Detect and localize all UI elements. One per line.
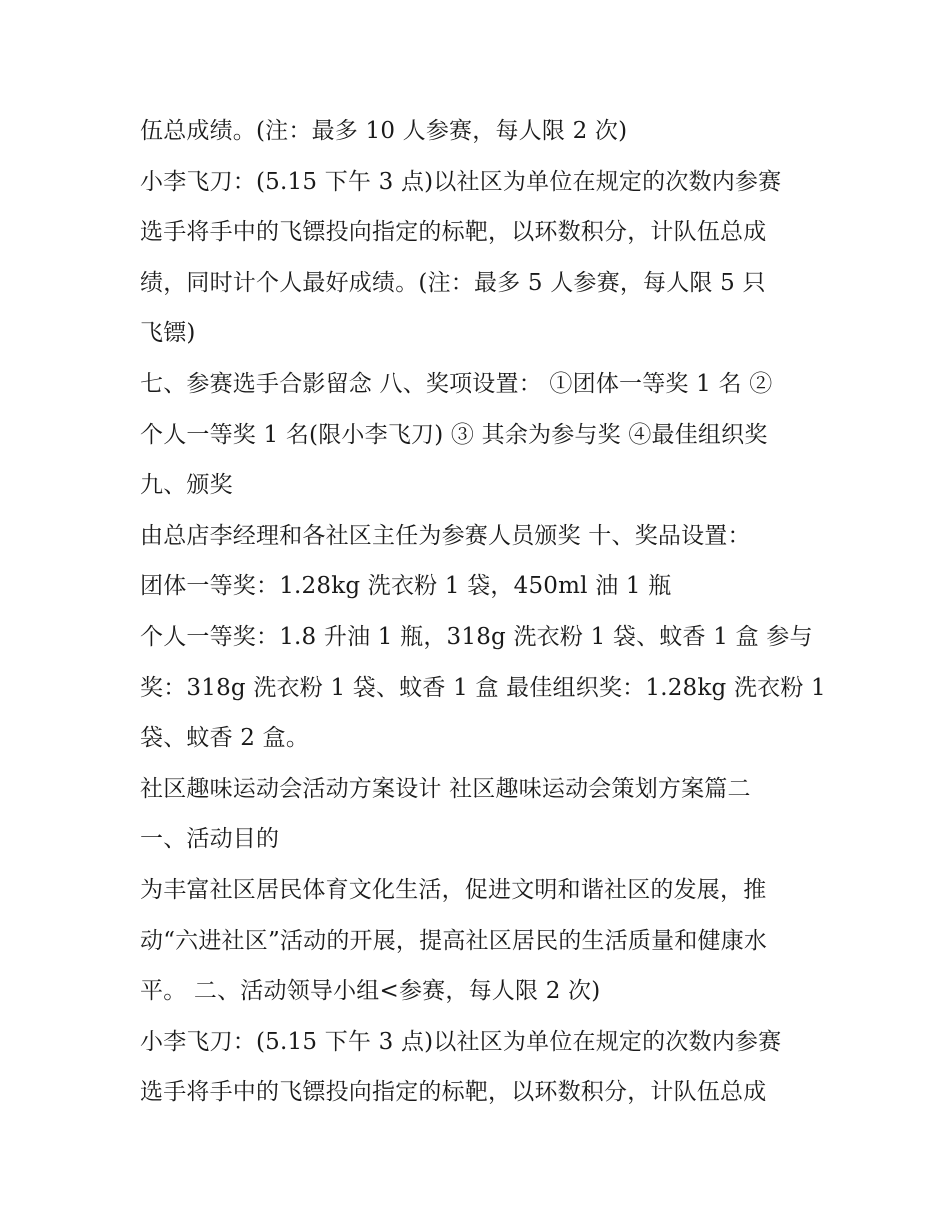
text-line: 绩，同时计个人最好成绩。(注：最多 5 人参赛，每人限 5 只 xyxy=(140,269,766,296)
section-heading: 九、颁奖 xyxy=(140,472,233,499)
document-body xyxy=(140,106,830,1118)
text-line: 七、参赛选手合影留念 八、奖项设置： ①团体一等奖 1 名 ② xyxy=(140,370,773,397)
text-line: 小李飞刀：(5.15 下午 3 点)以社区为单位在规定的次数内参赛 xyxy=(140,168,782,195)
text-line: 由总店李经理和各社区主任为参赛人员颁奖 十、奖品设置： xyxy=(140,522,751,549)
section-heading: 一、活动目的 xyxy=(140,826,280,853)
text-line: 个人一等奖：1.8 升油 1 瓶，318g 洗衣粉 1 袋、蚊香 1 盒 参与 xyxy=(140,623,813,650)
text-line: 选手将手中的飞镖投向指定的标靶，以环数积分，计队伍总成 xyxy=(140,1079,767,1106)
text-line: 选手将手中的飞镖投向指定的标靶，以环数积分，计队伍总成 xyxy=(140,219,767,246)
text-line: 小李飞刀：(5.15 下午 3 点)以社区为单位在规定的次数内参赛 xyxy=(140,1028,782,1055)
text-line: 个人一等奖 1 名(限小李飞刀) ③ 其余为参与奖 ④最佳组织奖 xyxy=(140,421,768,448)
text-line: 团体一等奖：1.28kg 洗衣粉 1 袋，450ml 油 1 瓶 xyxy=(140,573,672,600)
text-line: 飞镖) xyxy=(140,320,196,347)
text-line: 袋、蚊香 2 盒。 xyxy=(140,725,310,752)
text-line: 奖：318g 洗衣粉 1 袋、蚊香 1 盒 最佳组织奖：1.28kg 洗衣粉 1 xyxy=(140,674,826,701)
section-title: 社区趣味运动会活动方案设计 社区趣味运动会策划方案篇二 xyxy=(140,775,751,802)
text-line: 伍总成绩。(注：最多 10 人参赛，每人限 2 次) xyxy=(140,118,628,144)
text-line: 动“六进社区”活动的开展，提高社区居民的生活质量和健康水 xyxy=(140,927,768,954)
text-line: 为丰富社区居民体育文化生活，促进文明和谐社区的发展，推 xyxy=(140,876,767,903)
text-line: 平。 二、活动领导小组<参赛，每人限 2 次) xyxy=(140,978,601,1005)
